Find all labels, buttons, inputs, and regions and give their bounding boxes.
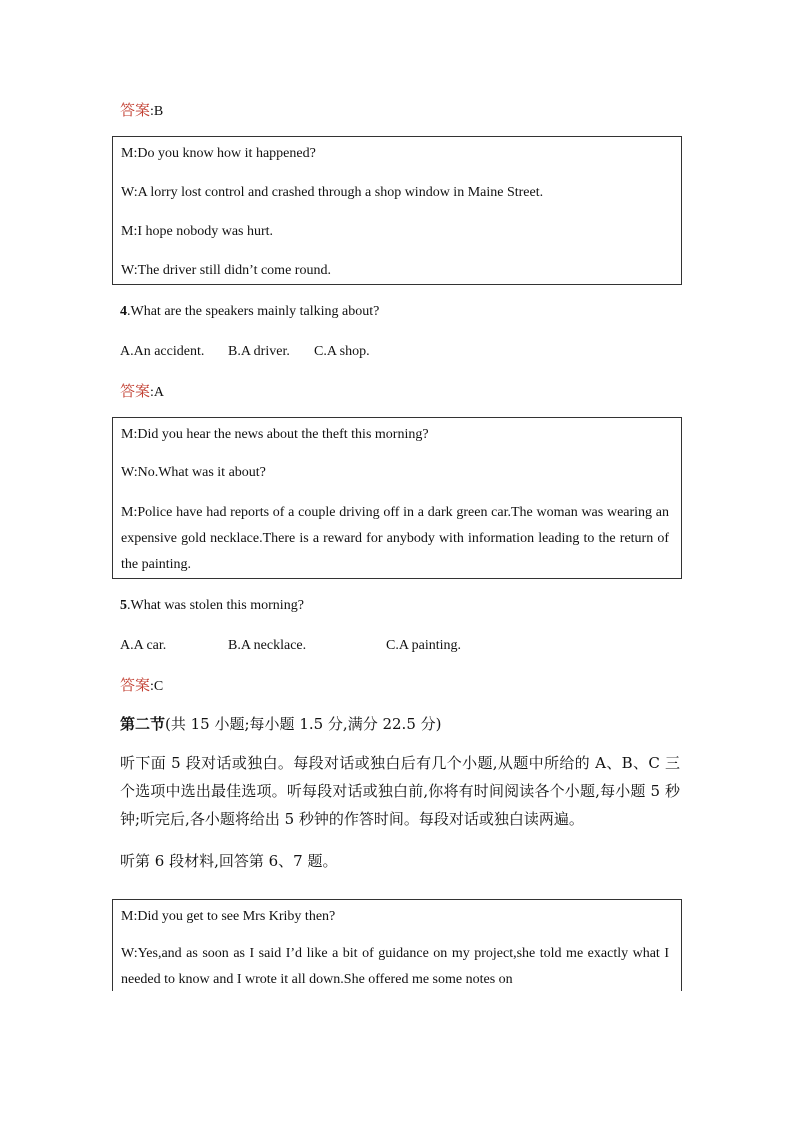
option-a: A.A car.	[120, 638, 167, 653]
option-c: C.A shop.	[314, 344, 370, 359]
answer-4	[120, 382, 164, 402]
dialog-line: M:Did you get to see Mrs Kriby then?	[121, 909, 336, 924]
question-text: .What are the speakers mainly talking about?	[127, 304, 380, 319]
dialog-paragraph: W:Yes,and as soon as I said I’d like a bit of guidance on my project,she told me exactly what I needed to know and I wrote it all down.She offered me some notes on	[121, 946, 669, 987]
question-5	[120, 597, 304, 615]
option-b: B.A driver.	[228, 344, 290, 359]
dialog-line: M:Do you know how it happened?	[121, 146, 316, 161]
answer-5	[120, 676, 163, 696]
section-instructions: 听下面 5 段对话或独白。每段对话或独白后有几个小题,从题中所给的 A、B、C 三个选项中选出最佳选项。听每段对话或独白前,你将有时间阅读各个小题,每小题 5 秒钟;听完后,各小题将给出 5 秒钟的作答时间。每段对话或独白读两遍。	[120, 754, 680, 828]
answer-label: 答案	[120, 382, 151, 400]
answer-value: :A	[150, 385, 165, 400]
dialog-line: W:No.What was it about?	[121, 465, 266, 480]
answer-3	[120, 101, 163, 121]
dialog-line: M:I hope nobody was hurt.	[121, 224, 274, 239]
section-subtitle: (共 15 小题;每小题 1.5 分,满分 22.5 分)	[165, 715, 442, 733]
question-text: .What was stolen this morning?	[127, 598, 304, 613]
dialog-paragraph: M:Police have had reports of a couple driving off in a dark green car.The woman was wearing an expensive gold necklace.There is a reward for anybody with information leading to the return of the painting.	[121, 505, 669, 572]
question-4	[120, 303, 379, 321]
material-note: 听第 6 段材料,回答第 6、7 题。	[120, 852, 338, 870]
dialog-box-4	[112, 417, 682, 579]
section-title: 第二节	[120, 715, 166, 733]
answer-label: 答案	[120, 101, 151, 119]
question-number: 4	[120, 304, 127, 319]
question-number: 5	[120, 598, 127, 613]
option-a: A.An accident.	[120, 344, 205, 359]
dialog-box-3	[112, 136, 682, 285]
dialog-box-6	[112, 899, 682, 991]
answer-value: :B	[150, 104, 164, 119]
option-b: B.A necklace.	[228, 638, 307, 653]
dialog-line: W:The driver still didn’t come round.	[121, 263, 331, 278]
section-heading	[120, 714, 442, 734]
dialog-line: W:A lorry lost control and crashed through a shop window in Maine Street.	[121, 185, 544, 200]
option-c: C.A painting.	[386, 638, 462, 653]
dialog-line: M:Did you hear the news about the theft this morning?	[121, 427, 429, 442]
answer-label: 答案	[120, 676, 151, 694]
answer-value: :C	[150, 679, 164, 694]
